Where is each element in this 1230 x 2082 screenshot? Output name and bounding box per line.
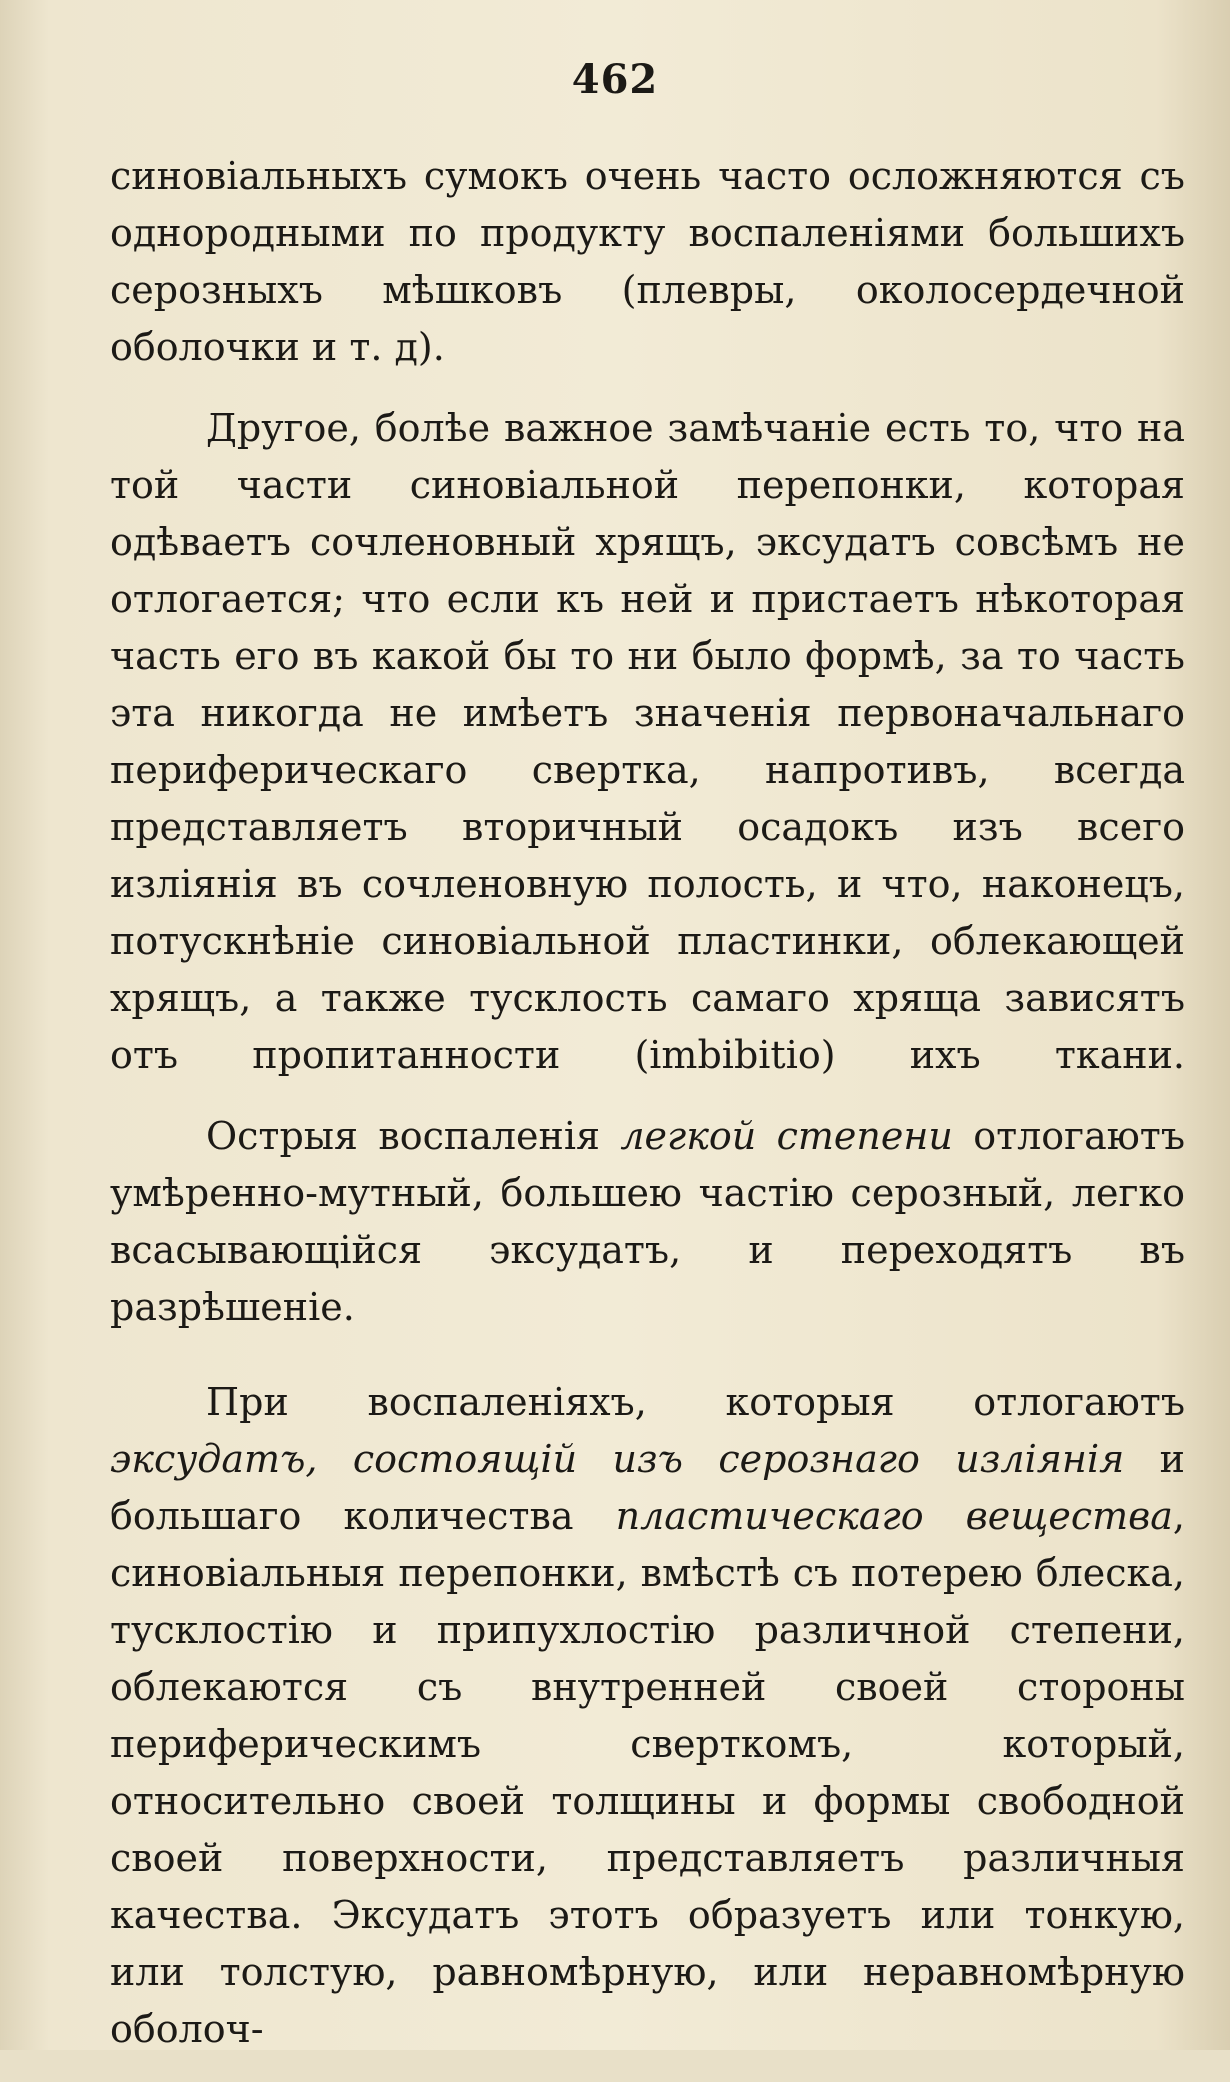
paragraph-plastic-exudate <box>110 1374 1185 2058</box>
emphasis-serous-exudate: эксудатъ, состоящій изъ серознаго изліянія <box>110 1437 1125 1481</box>
emphasis-plastic-substance: пластическаго вещества <box>615 1494 1173 1538</box>
text-segment: и большаго количества <box>110 1437 1185 1538</box>
paragraph-mild-inflammation <box>110 1108 1185 1336</box>
text-segment: отлогаютъ умѣренно-мутный, большею частію серозный, легко всасывающійся эксудатъ, и переходятъ въ разрѣшеніе. <box>110 1114 1186 1329</box>
emphasis-mild-degree: легкой степени <box>620 1114 953 1158</box>
page-number: 462 <box>571 56 659 103</box>
text-segment: Острыя воспаленія <box>206 1114 621 1158</box>
text-segment: , синовіальныя перепонки, вмѣстѣ съ потерею блеска, тусклостію и припухлостію различной степени, облекаются съ внутренней своей стороны периферическимъ сверткомъ, который, относительно своей толщины и формы свободной своей поверхности, представляетъ различныя качества. Эксудатъ этотъ образуетъ или тонкую, или толстую, равномѣрную, или неравномѣрную оболоч- <box>110 1494 1185 2051</box>
paragraph-continuation: синовіальныхъ сумокъ очень часто осложняются съ однородными по продукту воспаленіями большихъ серозныхъ мѣшковъ (плевры, околосердечной оболочки и т. д). <box>110 154 1185 369</box>
text-body <box>110 148 1185 2082</box>
text-segment: При воспаленіяхъ, которыя отлогаютъ <box>206 1380 1185 1424</box>
paragraph-cartilage-remark: Другое, болѣе важное замѣчаніе есть то, что на той части синовіальной перепонки, которая одѣваетъ сочленовный хрящъ, эксудатъ совсѣмъ не отлогается; что если къ ней и пристаетъ нѣкоторая часть его въ какой бы то ни было формѣ, за то часть эта никогда не имѣетъ значенія первоначальнаго периферическаго свертка, напротивъ, всегда представляетъ вторичный осадокъ изъ всего изліянія въ сочленовную полость, и что, наконецъ, потускнѣніе синовіальной пластинки, облекающей хрящъ, а также тусклость самаго хряща зависятъ отъ пропитанности (imbibitio) ихъ ткани. <box>110 406 1185 1077</box>
